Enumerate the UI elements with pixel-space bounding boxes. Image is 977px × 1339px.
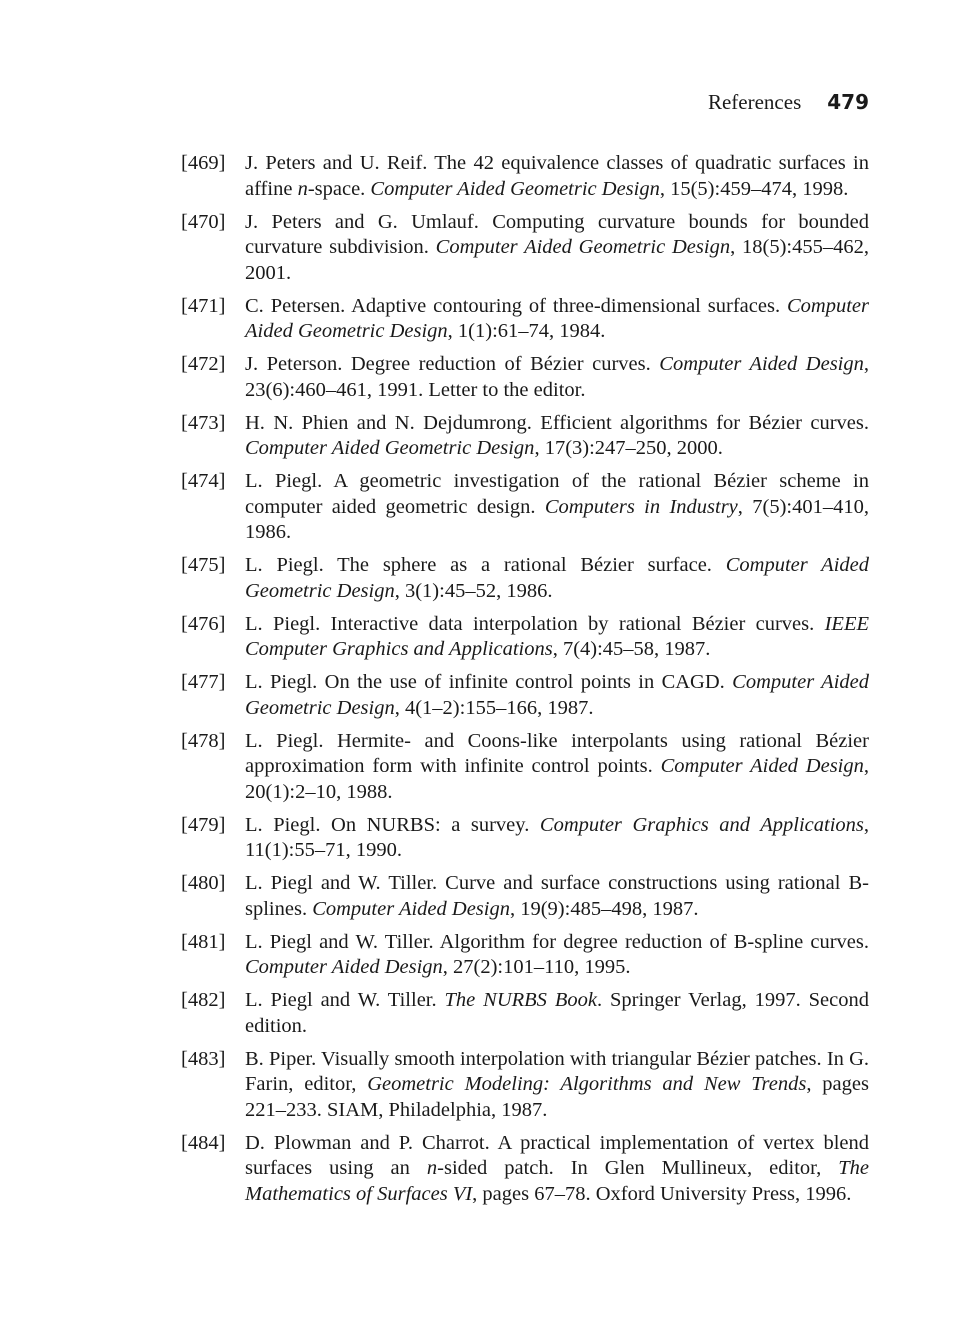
reference-text: L. Piegl. Hermite- and Coons-like interpolants using rational Bézier approximation form with infinite control points. Computer Aided Design, 20(1):2–10, 1988. <box>245 729 869 803</box>
reference-number: [469] <box>181 152 226 174</box>
reference-venue: Computer Aided Geometric Design <box>245 554 870 602</box>
reference-venue: The NURBS Book <box>444 989 597 1011</box>
reference-entry <box>181 411 869 462</box>
reference-entry <box>181 553 869 604</box>
reference-entry <box>181 988 869 1039</box>
reference-venue: Computer Aided Design <box>312 897 510 920</box>
reference-number: [483] <box>181 1047 226 1070</box>
reference-text: J. Peters and U. Reif. The 42 equivalence classes of quadratic surfaces in affine n-space. Computer Aided Geometric Design, 15(5):459–474, 1998. <box>245 152 869 200</box>
reference-entry <box>181 612 869 663</box>
reference-entry <box>181 670 869 721</box>
reference-entry <box>181 352 869 403</box>
reference-entry <box>181 469 869 546</box>
reference-number: [476] <box>181 612 226 635</box>
reference-text: L. Piegl and W. Tiller. Curve and surface constructions using rational B-splines. Computer Aided Design, 19(9):485–498, 1987. <box>245 872 869 920</box>
reference-entry <box>181 1047 869 1124</box>
reference-number: [482] <box>181 989 226 1011</box>
reference-text: L. Piegl. On the use of infinite control points in CAGD. Computer Aided Geometric Design, 4(1–2):155–166, 1987. <box>245 671 869 719</box>
reference-number: [470] <box>181 210 226 233</box>
reference-entry <box>181 210 869 287</box>
reference-text: L. Piegl. A geometric investigation of the rational Bézier scheme in computer aided geometric design. Computers in Industry, 7(5):401–410, 1986. <box>245 470 869 543</box>
reference-number: [477] <box>181 671 226 693</box>
reference-text: J. Peters and G. Umlauf. Computing curvature bounds for bounded curvature subdivision. Computer Aided Geometric Design, 18(5):455–462, 2001. <box>245 210 869 284</box>
reference-text: D. Plowman and P. Charrot. A practical implementation of vertex blend surfaces using an n-sided patch. In Glen Mullineux, editor, The Mathematics of Surfaces VI, pages 67–78. Oxford University Press, 1996. <box>245 1131 869 1205</box>
reference-venue: Computer Aided Design <box>660 755 864 777</box>
reference-text: B. Piper. Visually smooth interpolation with triangular Bézier patches. In G. Farin, editor, Geometric Modeling: Algorithms and New Trends, pages 221–233. SIAM, Philadelphia, 1987. <box>245 1047 869 1121</box>
reference-text: H. N. Phien and N. Dejdumrong. Efficient algorithms for Bézier curves. Computer Aided Geometric Design, 17(3):247–250, 2000. <box>245 411 869 459</box>
reference-text: L. Piegl. Interactive data interpolation by rational Bézier curves. IEEE Computer Graphics and Applications, 7(4):45–58, 1987. <box>245 612 869 660</box>
page-number: 479 <box>827 90 869 114</box>
reference-entry <box>181 871 869 922</box>
running-head <box>708 90 869 115</box>
reference-list <box>181 151 869 1215</box>
reference-number: [484] <box>181 1131 226 1154</box>
reference-number: [473] <box>181 411 226 434</box>
reference-venue: Computer Aided Geometric Design <box>245 671 869 719</box>
reference-entry <box>181 729 869 806</box>
reference-number: [479] <box>181 813 226 836</box>
reference-number: [481] <box>181 930 226 953</box>
reference-number: [478] <box>181 729 226 752</box>
reference-entry <box>181 930 869 981</box>
reference-venue: Computer Aided Geometric Design <box>370 177 660 200</box>
reference-venue: Computers in Industry <box>544 495 738 518</box>
reference-venue: Computer Graphics and Applications <box>539 813 864 836</box>
reference-venue: The Mathematics of Surfaces VI <box>245 1157 869 1205</box>
reference-venue: IEEE Computer Graphics and Applications <box>245 612 869 660</box>
reference-venue: Geometric Modeling: Algorithms and New Trends <box>367 1073 807 1095</box>
reference-venue: Computer Aided Geometric Design <box>245 437 535 459</box>
reference-number: [472] <box>181 353 226 375</box>
reference-number: [471] <box>181 294 226 317</box>
reference-text: C. Petersen. Adaptive contouring of three-dimensional surfaces. Computer Aided Geometric Design, 1(1):61–74, 1984. <box>245 294 869 342</box>
reference-number: [475] <box>181 554 226 576</box>
reference-entry <box>181 813 869 864</box>
reference-text: L. Piegl and W. Tiller. The NURBS Book. Springer Verlag, 1997. Second edition. <box>245 989 869 1037</box>
reference-number: [480] <box>181 872 226 894</box>
reference-entry <box>181 1131 869 1208</box>
reference-number: [474] <box>181 470 226 492</box>
reference-text: J. Peterson. Degree reduction of Bézier curves. Computer Aided Design, 23(6):460–461, 1991. Letter to the editor. <box>245 353 869 401</box>
reference-text: L. Piegl. On NURBS: a survey. Computer Graphics and Applications, 11(1):55–71, 1990. <box>245 813 869 861</box>
reference-entry <box>181 294 869 345</box>
reference-venue: Computer Aided Geometric Design <box>435 236 731 258</box>
section-title: References <box>707 90 802 114</box>
reference-entry <box>181 151 869 202</box>
reference-text: L. Piegl. The sphere as a rational Bézier surface. Computer Aided Geometric Design, 3(1):45–52, 1986. <box>245 554 870 602</box>
reference-venue: Computer Aided Design <box>659 353 864 375</box>
reference-text: L. Piegl and W. Tiller. Algorithm for degree reduction of B-spline curves. Computer Aided Design, 27(2):101–110, 1995. <box>245 930 869 978</box>
reference-venue: Computer Aided Design <box>245 956 443 978</box>
reference-venue: Computer Aided Geometric Design <box>245 294 869 342</box>
